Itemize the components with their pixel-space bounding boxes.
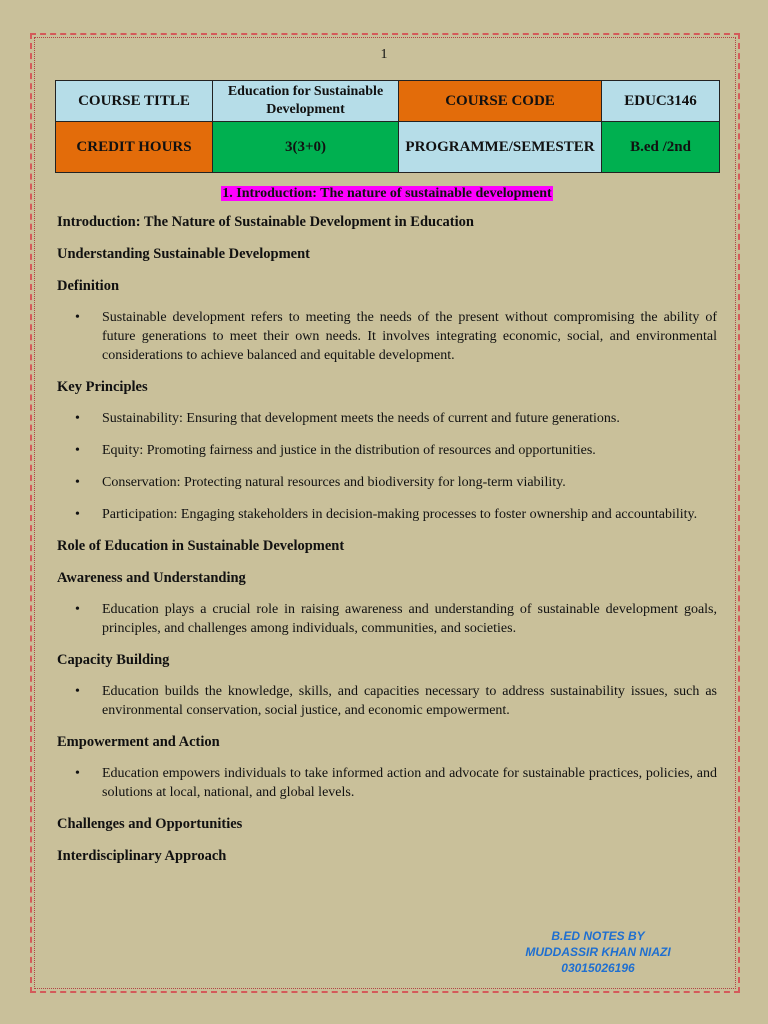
table-row [56,122,720,173]
heading-key-principles: Key Principles [57,379,148,395]
definition-list [57,308,717,365]
list-item: • Education plays a crucial role in raising awareness and understanding of sustainable development goals, principles, and challenges among individuals, communities, and societies. [75,602,717,636]
heading-awareness: Awareness and Understanding [57,570,246,586]
list-item: • Participation: Engaging stakeholders in decision-making processes to foster ownership and accountability. [75,507,698,522]
footer-phone: 03015026196 [561,961,635,975]
list-item: • Equity: Promoting fairness and justice in the distribution of resources and opportunities. [75,443,596,458]
bullet-icon: • [75,411,80,426]
heading-role: Role of Education in Sustainable Development [57,538,345,554]
table-row [56,81,720,122]
page-number: 1 [380,47,388,62]
footer-author-name: MUDDASSIR KHAN NIAZI [525,945,671,959]
author-footer [498,928,698,976]
document-body [57,186,717,866]
course-code-label: COURSE CODE [399,81,602,122]
credit-hours-label: CREDIT HOURS [56,122,213,173]
course-code-value: EDUC3146 [602,81,720,122]
heading-definition: Definition [57,278,120,294]
bullet-icon: • [75,766,80,781]
bullet-icon: • [75,475,80,490]
programme-label: PROGRAMME/SEMESTER [399,122,602,173]
heading-capacity: Capacity Building [57,652,170,668]
list-item: • Conservation: Protecting natural resources and biodiversity for long-term viability. [75,475,566,490]
course-title-value: Education for Sustainable Development [213,81,399,122]
heading-understanding: Understanding Sustainable Development [57,246,310,262]
principles-list [57,409,717,524]
programme-value: B.ed /2nd [602,122,720,173]
course-title-label: COURSE TITLE [56,81,213,122]
heading-challenges: Challenges and Opportunities [57,816,243,832]
list-item: • Education builds the knowledge, skills, and capacities necessary to address sustainability issues, such as environmental conservation, social justice, and economic empowerment. [75,684,717,718]
course-info-table [55,80,720,173]
heading-empowerment: Empowerment and Action [57,734,220,750]
list-item: • Education empowers individuals to take informed action and advocate for sustainable practices, policies, and solutions at local, national, and global levels. [75,766,717,800]
bullet-icon: • [75,602,80,617]
capacity-list [57,682,717,720]
heading-intro: Introduction: The Nature of Sustainable Development in Education [57,214,474,230]
bullet-icon: • [75,684,80,699]
bullet-icon: • [75,443,80,458]
section-title: 1. Introduction: The nature of sustainable development [222,186,552,201]
heading-interdisciplinary: Interdisciplinary Approach [57,848,227,864]
bullet-icon: • [75,507,80,522]
empowerment-list [57,764,717,802]
awareness-list [57,600,717,638]
credit-hours-value: 3(3+0) [213,122,399,173]
bullet-icon: • [75,310,80,325]
list-item: • Sustainability: Ensuring that development meets the needs of current and future generations. [75,411,620,426]
footer-line-1: B.ED NOTES BY [551,929,645,943]
list-item: • Sustainable development refers to meeting the needs of the present without compromising the ability of future generations to meet their own needs. It involves integrating economic, social, and environmental considerations to achieve balanced and equitable development. [75,310,717,363]
